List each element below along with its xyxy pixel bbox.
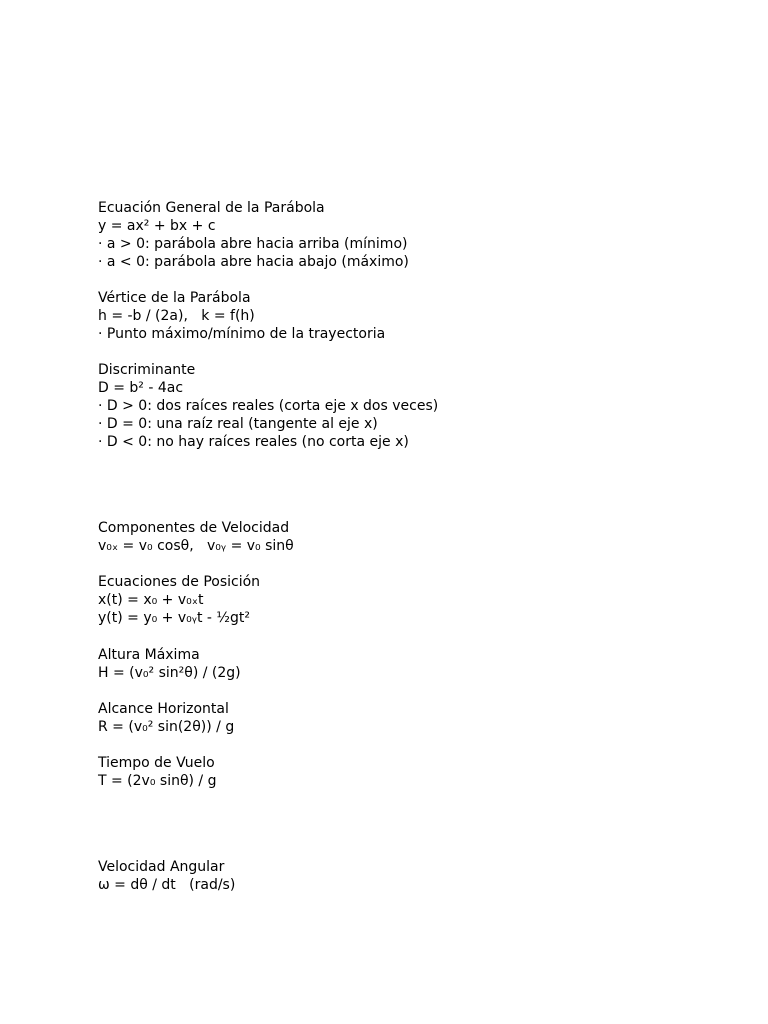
flight-time-title: Tiempo de Vuelo <box>98 755 215 771</box>
vertex-note-1: · Punto máximo/mínimo de la trayectoria <box>98 326 386 342</box>
flight-time-equation: T = (2v₀ sinθ) / g <box>98 773 217 789</box>
vertex-title: Vértice de la Parábola <box>98 290 251 306</box>
angular-velocity-equation: ω = dθ / dt (rad/s) <box>98 877 236 893</box>
parabola-note-1: · a > 0: parábola abre hacia arriba (mínimo) <box>98 236 408 252</box>
parabola-note-2: · a < 0: parábola abre hacia abajo (máximo) <box>98 254 409 270</box>
velocity-components-equation: v₀ₓ = v₀ cosθ, v₀ᵧ = v₀ sinθ <box>98 538 294 554</box>
discriminant-title: Discriminante <box>98 362 196 378</box>
discriminant-note-3: · D < 0: no hay raíces reales (no corta eje x) <box>98 434 409 450</box>
range-equation: R = (v₀² sin(2θ)) / g <box>98 719 235 735</box>
position-equation-x: x(t) = x₀ + v₀ₓt <box>98 592 204 608</box>
discriminant-equation: D = b² - 4ac <box>98 380 184 396</box>
discriminant-note-1: · D > 0: dos raíces reales (corta eje x dos veces) <box>98 398 439 414</box>
parabola-title: Ecuación General de la Parábola <box>98 200 325 216</box>
max-height-title: Altura Máxima <box>98 647 200 663</box>
parabola-equation: y = ax² + bx + c <box>98 218 216 234</box>
angular-velocity-title: Velocidad Angular <box>98 859 225 875</box>
position-title: Ecuaciones de Posición <box>98 574 261 590</box>
velocity-components-title: Componentes de Velocidad <box>98 520 290 536</box>
discriminant-note-2: · D = 0: una raíz real (tangente al eje x) <box>98 416 378 432</box>
range-title: Alcance Horizontal <box>98 701 229 717</box>
position-equation-y: y(t) = y₀ + v₀ᵧt - ½gt² <box>98 610 250 626</box>
max-height-equation: H = (v₀² sin²θ) / (2g) <box>98 665 241 681</box>
vertex-equation: h = -b / (2a), k = f(h) <box>98 308 255 324</box>
